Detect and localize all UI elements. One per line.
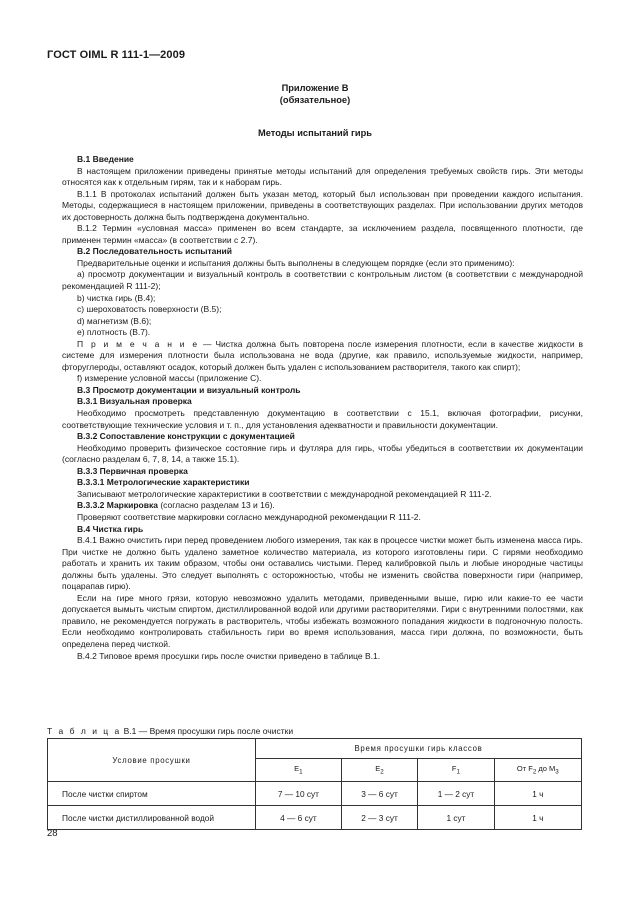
section-b331-title: В.3.3.1 Метрологические характеристики [77,477,250,488]
section-b31-title: В.3.1 Визуальная проверка [77,396,192,407]
table-cell: 1 — 2 сут [418,782,494,806]
page-number: 28 [47,828,58,839]
paragraph: В.1.1 В протоколах испытаний должен быть указан метод, который был использован при проведении каждого испытания. Методы, содержащиеся в настоящем приложении, приведены в соответствующих разделах. При использовании других методов их достоверность должна быть подтверждена документально. [62,188,583,222]
list-item: f) измерение условной массы (приложение С). [77,373,262,384]
table-header-row [48,739,582,759]
section-b33-title: В.3.3 Первичная проверка [77,465,188,476]
annex-heading: Методы испытаний гирь [258,128,372,138]
table-cell: 1 ч [494,782,581,806]
section-b32-title: В.3.2 Сопоставление конструкции с документацией [77,431,295,442]
section-b332-title: В.3.3.2 Маркировка [77,500,158,511]
list-item: b) чистка гирь (В.4); [77,292,156,303]
list-item: c) шероховатость поверхности (В.5); [77,304,222,315]
annex-status: (обязательное) [279,95,351,105]
table-caption-text: В.1 — Время просушки гирь после очистки [121,726,294,736]
standard-header: ГОСТ OIML R 111-1—2009 [47,49,186,61]
table-row [48,782,582,806]
annex-title: Приложение В [281,83,349,93]
paragraph: Предварительные оценки и испытания должны быть выполнены в следующем порядке (если это применимо): [77,257,515,268]
section-b2-title: В.2 Последовательность испытаний [77,246,232,257]
paragraph: Необходимо просмотреть представленную документацию в соответствии с 15.1, включая фотографии, рисунки, соответствующие технические условия и т. п., для установления адекватности и правильности документации. [62,408,583,430]
table-cell: 1 ч [494,806,581,830]
table-cell: 7 — 10 сут [256,782,342,806]
table-cell: 1 сут [418,806,494,830]
paragraph: В.1.2 Термин «условная масса» применен во всем стандарте, за исключением раздела, посвященного плотности, где применен термин «масса» (в соответствии с 2.7). [62,223,583,245]
table-caption [47,726,293,736]
list-item: d) магнетизм (В.6); [77,315,152,326]
section-b332-ref: (согласно разделам 13 и 16). [157,500,275,511]
class-e1: $E_1$ [256,759,342,782]
row-condition: После чистки дистиллированной водой [48,806,256,830]
table-cell: 2 — 3 сут [341,806,417,830]
table-cell: 4 — 6 сут [256,806,342,830]
note [62,339,583,374]
paragraph: В настоящем приложении приведены принятые методы испытаний для определения требуемых свойств гирь. Эти методы относятся как к отдельным гирям, так и к наборам гирь. [62,165,583,188]
note-label: П р и м е ч а н и е [77,338,200,349]
note-text: — Чистка должна быть повторена после измерения плотности, если в качестве жидкости в системе для измерения плотности была использована не вода (другие, как правило, используемые жидкости, например, фторуглероды, оставляют осадок, который должен быть удален с использованием растворителя, такого как спирт); [62,338,583,372]
class-e2: $E_2$ [341,759,417,782]
table-cell: 3 — 6 сут [341,782,417,806]
header-drying-condition: Условие просушки [48,739,256,782]
section-b3-title: В.3 Просмотр документации и визуальный контроль [77,384,301,395]
header-class-group: Время просушки гирь классов [256,739,582,759]
list-item: a) просмотр документации и визуальный контроль в соответствии с контрольным листом (в соответствии с международной рекомендацией R 111-2); [62,269,583,292]
paragraph: Если на гире много грязи, которую невозможно удалить методами, приведенными выше, гирю или какие-то ее части допускается вымыть чистым спиртом, дистиллированной водой или другими растворителями. Гири с внутренними полостями, как правило, не рекомендуется погружать в растворитель, чтобы избежать возможного попадания жидкости в подгоночную полость. Если необходимо контролировать стабильность гири во время использования, масса гири должна, по возможности, быть определена перед чисткой. [62,592,583,649]
paragraph: Проверяют соответствие маркировки согласно международной рекомендации R 111-2. [77,511,421,522]
paragraph: В.4.1 Важно очистить гири перед проведением любого измерения, так как в процессе чистки может быть изменена масса гирь. При чистке не должно быть удалено заметное количество материала, из которого изготовлены гири. С гирями необходимо работать и хранить их таким образом, чтобы они оставались чистыми. Перед калибровкой пыль и любые инородные частицы должны быть удалены. Это следует выполнять с осторожностью, чтобы не изменить свойства поверхности гири (например, поцарапав гирю). [62,535,583,592]
section-b4-title: В.4 Чистка гирь [77,523,144,534]
section-b332-line [62,500,583,512]
row-condition: После чистки спиртом [48,782,256,806]
class-f1: $F_1$ [418,759,494,782]
table-row [48,806,582,830]
drying-time-table [47,738,582,830]
table-caption-label: Т а б л и ц а [47,726,122,736]
paragraph: В.4.2 Типовое время просушки гирь после очистки приведено в таблице В.1. [77,650,381,661]
paragraph: Записывают метрологические характеристики в соответствии с международной рекомендацией R 111-2. [77,488,492,499]
section-b1-title: В.1 Введение [77,154,134,164]
class-f2-m3: От $F_2$ до $M_3$ [494,759,581,782]
annex-body [62,154,583,662]
list-item: e) плотность (В.7). [77,327,151,338]
paragraph: Необходимо проверить физическое состояние гирь и футляра для гирь, чтобы убедиться в соответствии их документации (согласно разделам 6, 7, 8, 14, а также 15.1). [62,442,583,465]
